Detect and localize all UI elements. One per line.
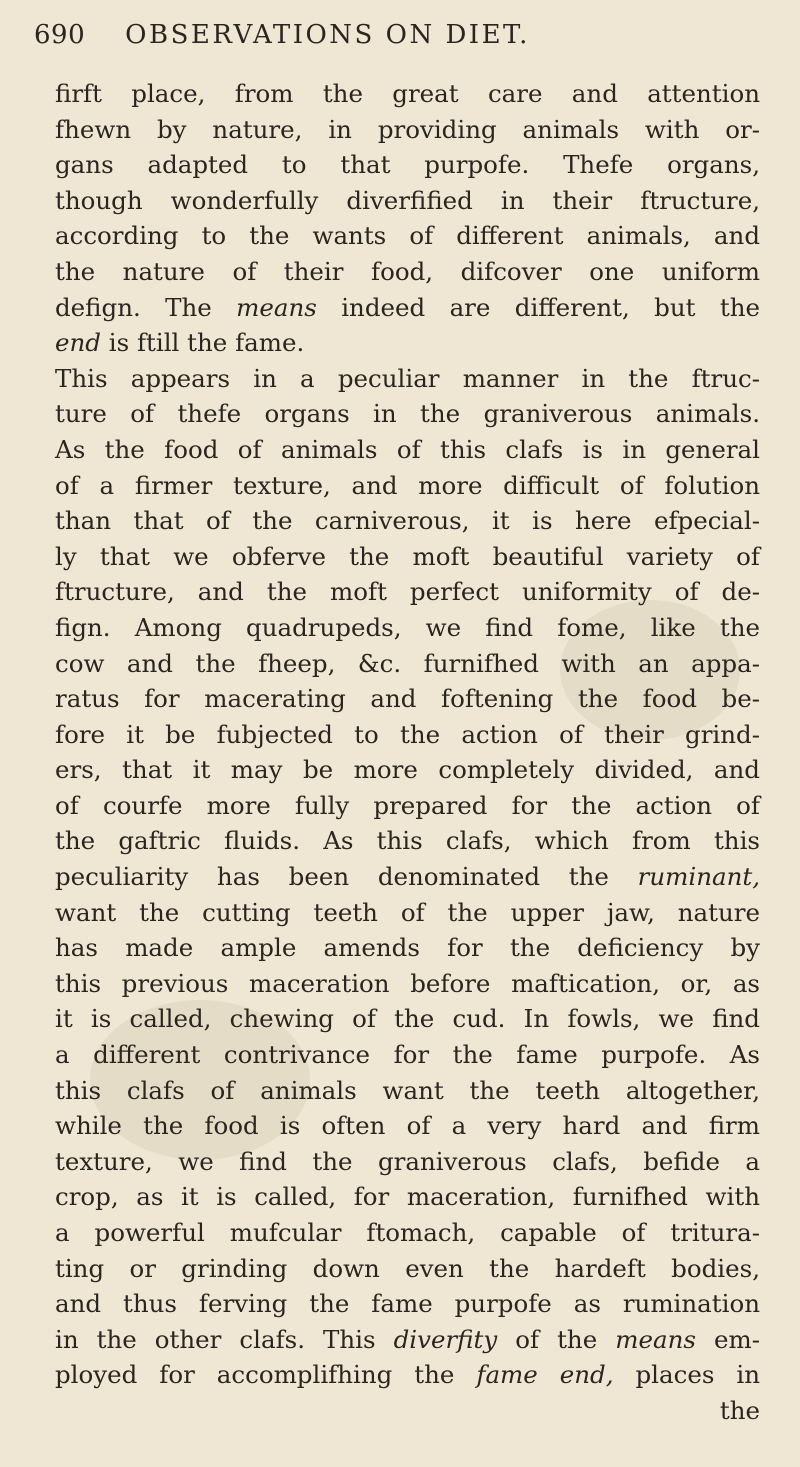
text-line: it is called, chewing of the cud. In fowls, we find — [55, 1004, 760, 1034]
italic-text: means — [615, 1324, 696, 1354]
italic-text: fame end, — [476, 1360, 614, 1390]
text-line: texture, we find the graniverous clafs, befide a — [55, 1146, 760, 1176]
text-line: this clafs of animals want the teeth altogether, — [55, 1075, 760, 1105]
body-text — [55, 76, 760, 1429]
text-line: want the cutting teeth of the upper jaw, nature — [55, 897, 760, 927]
italic-text: means — [236, 292, 317, 322]
text-line: has made ample amends for the deficiency by — [55, 933, 760, 963]
text-line: and thus ferving the fame purpofe as rumination — [55, 1289, 760, 1319]
text-line: cow and the fheep, &c. furnifhed with an appa- — [55, 648, 760, 678]
text-line: gans adapted to that purpofe. Thefe organs, — [55, 150, 760, 180]
page-header — [34, 20, 760, 66]
text-line: This appears in a peculiar manner in the ftruc- — [55, 363, 760, 393]
text-line: this previous maceration before maftication, or, as — [55, 968, 760, 998]
text-line: fign. Among quadrupeds, we find fome, like the — [55, 612, 760, 642]
text-line: fore it be fubjected to the action of their grind- — [55, 719, 760, 749]
text-line: ture of thefe organs in the graniverous animals. — [55, 399, 760, 429]
text-line: according to the wants of different animals, and — [55, 221, 760, 251]
text-line: a different contrivance for the fame purpofe. As — [55, 1040, 760, 1070]
text-line: the gaftric fluids. As this clafs, which from this — [55, 826, 760, 856]
text-line: As the food of animals of this clafs is in general — [55, 434, 760, 464]
running-title: OBSERVATIONS ON DIET. — [125, 20, 530, 50]
text-line: ly that we obferve the moft beautiful variety of — [55, 541, 760, 571]
text-line: while the food is often of a very hard and firm — [55, 1111, 760, 1141]
text-line: ting or grinding down even the hardeft bodies, — [55, 1253, 760, 1283]
italic-text: ruminant, — [637, 862, 760, 892]
text-line: end is ftill the fame. — [55, 328, 305, 358]
text-line: the nature of their food, difcover one uniform — [55, 256, 760, 286]
text-line: of courfe more fully prepared for the action of — [55, 790, 760, 820]
text-line: though wonderfully diverfified in their ftructure, — [55, 185, 760, 215]
text-line: the — [719, 1395, 760, 1425]
text-line: a powerful mufcular ftomach, capable of tritura- — [55, 1218, 760, 1247]
page-number: 690 — [34, 20, 86, 50]
text-line: peculiarity has been denominated the ruminant, — [55, 862, 760, 892]
text-line: firft place, from the great care and attention — [55, 79, 760, 108]
text-line: fhewn by nature, in providing animals with or- — [55, 114, 760, 144]
text-line: than that of the carniverous, it is here efpecial- — [55, 506, 760, 536]
italic-text: diverfity — [393, 1324, 498, 1354]
text-line: crop, as it is called, for maceration, furnifhed with — [55, 1182, 760, 1212]
text-line: defign. The means indeed are different, but the — [55, 292, 760, 322]
text-line: ftructure, and the moft perfect uniformity of de- — [55, 577, 760, 607]
text-line: ratus for macerating and foftening the food be- — [55, 684, 760, 714]
text-line: ers, that it may be more completely divided, and — [55, 755, 760, 785]
text-line: in the other clafs. This diverfity of the means em- — [55, 1324, 760, 1354]
italic-text: end — [55, 328, 101, 358]
text-line: of a firmer texture, and more difficult of folution — [55, 470, 760, 500]
text-line: ployed for accomplifhing the fame end, places in — [55, 1360, 760, 1390]
